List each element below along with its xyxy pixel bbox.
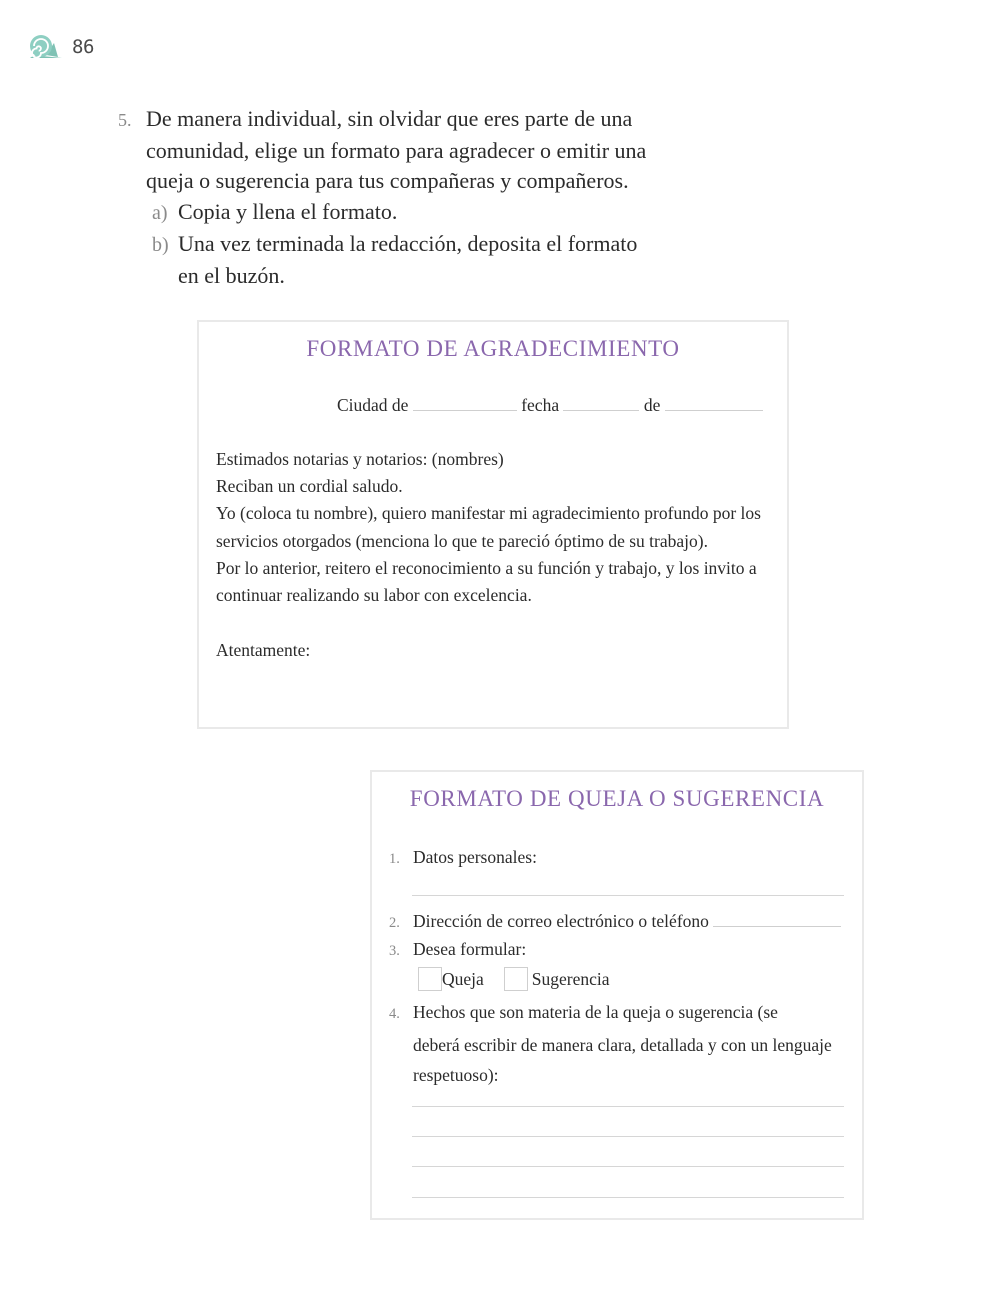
item-number: 5. [118, 110, 132, 130]
body-line: Yo (coloca tu nombre), quiero manifestar mi agradecimiento profundo por los [216, 503, 761, 524]
ciudad-blank[interactable] [413, 392, 517, 411]
hechos-line[interactable] [412, 1166, 844, 1167]
item-contacto: 2. Dirección de correo electrónico o teléfono [389, 908, 841, 932]
agradecimiento-title: FORMATO DE AGRADECIMIENTO [306, 336, 680, 361]
body-line: servicios otorgados (menciona lo que te pareció óptimo de su trabajo). [216, 530, 708, 551]
body-line: Estimados notarias y notarios: (nombres) [216, 449, 504, 469]
item-datos-personales: 1. Datos personales: [389, 847, 537, 867]
ciudad-label: Ciudad de [337, 395, 409, 415]
hechos-line[interactable] [412, 1106, 844, 1107]
date-line [337, 392, 763, 416]
sub-item-b: b) Una vez terminada la redacción, deposita el formato [118, 229, 678, 261]
sugerencia-checkbox[interactable] [504, 967, 528, 991]
instruction-line-2: comunidad, elige un formato para agradecer o emitir una [146, 137, 647, 163]
fecha-blank[interactable] [563, 392, 639, 411]
closing-text: Atentamente: [216, 640, 311, 660]
sub-item-b-letter: b) [152, 233, 169, 256]
queja-checkbox[interactable] [418, 967, 442, 991]
queja-form [370, 770, 864, 1220]
agradecimiento-form [197, 320, 789, 729]
snail-icon [28, 31, 64, 61]
body-line: Reciban un cordial saludo. [216, 476, 403, 497]
hechos-line[interactable] [412, 1136, 844, 1137]
page-header [28, 30, 94, 62]
sub-item-a: a) Copia y llena el formato. [118, 197, 678, 229]
instruction-line-3: queja o sugerencia para tus compañeras y compañeros. [146, 168, 629, 194]
fecha-label: fecha [521, 395, 560, 415]
queja-title: FORMATO DE QUEJA O SUGERENCIA [409, 786, 825, 811]
page-number: 86 [72, 36, 94, 58]
datos-personales-line[interactable] [412, 895, 844, 896]
de-label: de [643, 395, 661, 415]
instruction-line-1: 5. De manera individual, sin olvidar que eres parte de una [118, 104, 678, 136]
item-desea-formular: 3. Desea formular: [389, 939, 527, 959]
agradecimiento-body [216, 446, 761, 609]
item-hechos: 4. Hechos que son materia de la queja o sugerencia (se deberá escribir de manera clara, detallada y con un lenguaje respetuoso): [389, 1002, 832, 1085]
activity-instructions [118, 104, 678, 291]
sub-item-b-line-2: en el buzón. [178, 262, 285, 288]
hechos-line[interactable] [412, 1197, 844, 1198]
contacto-blank[interactable] [713, 908, 841, 927]
body-line: continuar realizando su labor con excelencia. [216, 585, 532, 606]
year-blank[interactable] [665, 392, 763, 411]
option-row [418, 967, 610, 991]
sub-item-a-letter: a) [152, 202, 168, 225]
sugerencia-option-label: Sugerencia [531, 969, 610, 989]
body-line: Por lo anterior, reitero el reconocimiento a su función y trabajo, y los invito a [216, 557, 757, 578]
queja-option-label: Queja [442, 969, 484, 989]
